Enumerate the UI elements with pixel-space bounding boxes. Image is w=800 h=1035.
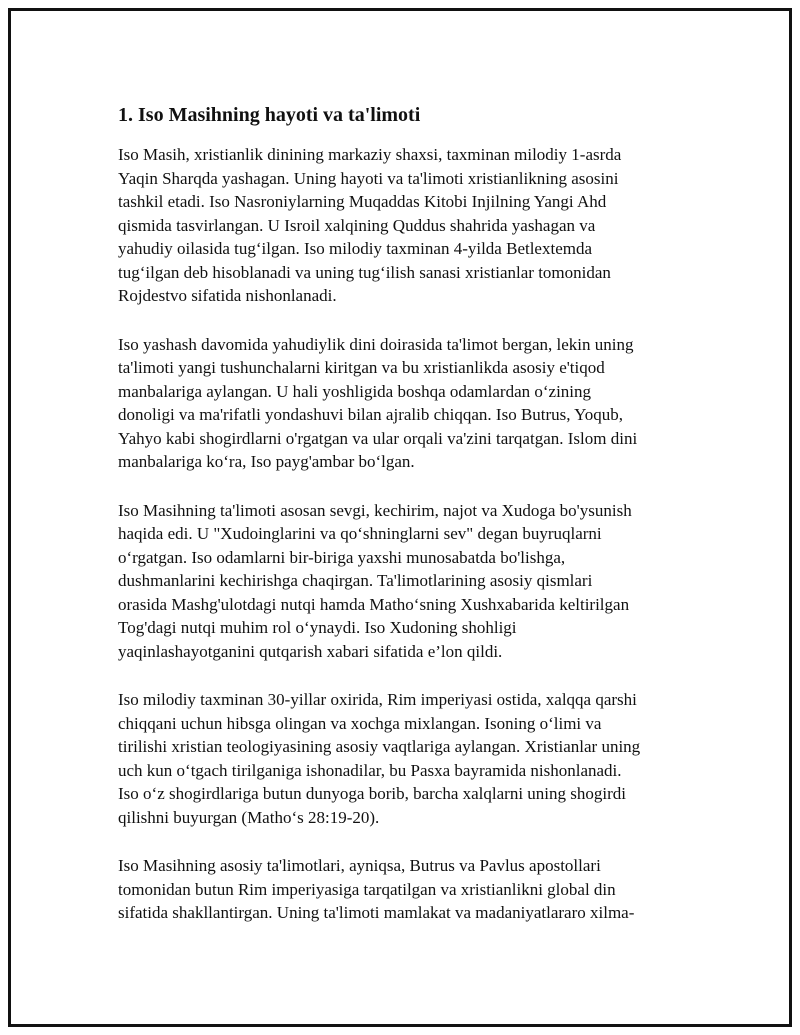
text-line: Rojdestvo sifatida nishonlanadi. [118,286,337,305]
text-line: chiqqani uchun hibsga olingan va xochga mixlangan. Isoning o‘limi va [118,713,602,733]
text-line: Yahyo kabi shogirdlarni o'rgatgan va ular orqali va'zini tarqatgan. Islom dini [118,428,638,448]
text-line: manbalariga aylangan. U hali yoshligida boshqa odamlardan o‘zining [118,381,592,401]
text-line: yaqinlashayotganini qutqarish xabari sifatida e’lon qildi. [118,641,503,661]
text-line: qilishni buyurgan (Matho‘s 28:19-20). [118,807,380,827]
paragraph-2 [118,333,698,474]
text-line: Iso Masihning ta'limoti asosan sevgi, kechirim, najot va Xudoga bo'ysunish [118,500,632,520]
text-line: o‘rgatgan. Iso odamlarni bir-biriga yaxshi munosabatda bo'lishga, [118,547,566,567]
text-line: orasida Mashg'ulotdagi nutqi hamda Matho‘sning Xushxabarida keltirilgan [118,594,630,614]
text-line: Iso Masih, xristianlik dinining markaziy shaxsi, taxminan milodiy 1-asrda [118,145,622,164]
text-line: tomonidan butun Rim imperiyasiga tarqatilgan va xristianlikni global din [118,879,616,899]
text-line: haqida edi. U "Xudoinglarini va qo‘shninglarni sev" degan buyruqlarni [118,524,602,543]
text-line: manbalariga ko‘ra, Iso payg'ambar bo‘lgan. [118,452,415,471]
text-line: Yaqin Sharqda yashagan. Uning hayoti va ta'limoti xristianlikning asosini [118,168,619,188]
text-line: Tog'dagi nutqi muhim rol o‘ynaydi. Iso Xudoning shohligi [118,618,517,637]
text-line: Iso o‘z shogirdlariga butun dunyoga borib, barcha xalqlarni uning shogirdi [118,784,626,803]
paragraph-3 [118,499,698,664]
section-title: 1. Iso Masihning hayoti va ta'limoti [118,104,421,126]
text-line: ta'limoti yangi tushunchalarni kiritgan va bu xristianlikda asosiy e'tiqod [118,358,605,377]
text-line: Iso yashash davomida yahudiylik dini doirasida ta'limot bergan, lekin uning [118,334,634,354]
paragraph-4 [118,688,698,829]
text-line: Iso Masihning asosiy ta'limotlari, ayniqsa, Butrus va Pavlus apostollari [118,856,601,875]
paragraph-5 [118,854,698,925]
text-line: tirilishi xristian teologiyasining asosiy vaqtlariga aylangan. Xristianlar uning [118,737,641,756]
text-line: yahudiy oilasida tug‘ilgan. Iso milodiy taxminan 4-yilda Betlextemda [118,239,593,258]
text-line: Iso milodiy taxminan 30-yillar oxirida, Rim imperiyasi ostida, xalqqa qarshi [118,690,637,709]
text-line: qismida tasvirlangan. U Isroil xalqining Quddus shahrida yashagan va [118,215,596,235]
text-line: tug‘ilgan deb hisoblanadi va uning tug‘ilish sanasi xristianlar tomonidan [118,262,611,282]
text-line: dushmanlarini kechirishga chaqirgan. Ta'limotlarining asosiy qismlari [118,571,593,590]
paragraph-1 [118,143,698,308]
text-line: donoligi va ma'rifatli yondashuvi bilan ajralib chiqqan. Iso Butrus, Yoqub, [118,405,623,424]
text-line: uch kun o‘tgach tirilganiga ishonadilar, bu Pasxa bayramida nishonlanadi. [118,760,622,780]
text-line: tashkil etadi. Iso Nasroniylarning Muqaddas Kitobi Injilning Yangi Ahd [118,192,607,211]
text-line: sifatida shakllantirgan. Uning ta'limoti mamlakat va madaniyatlararo xilma- [118,903,635,922]
document-body [118,101,698,950]
page-frame [8,8,792,1027]
